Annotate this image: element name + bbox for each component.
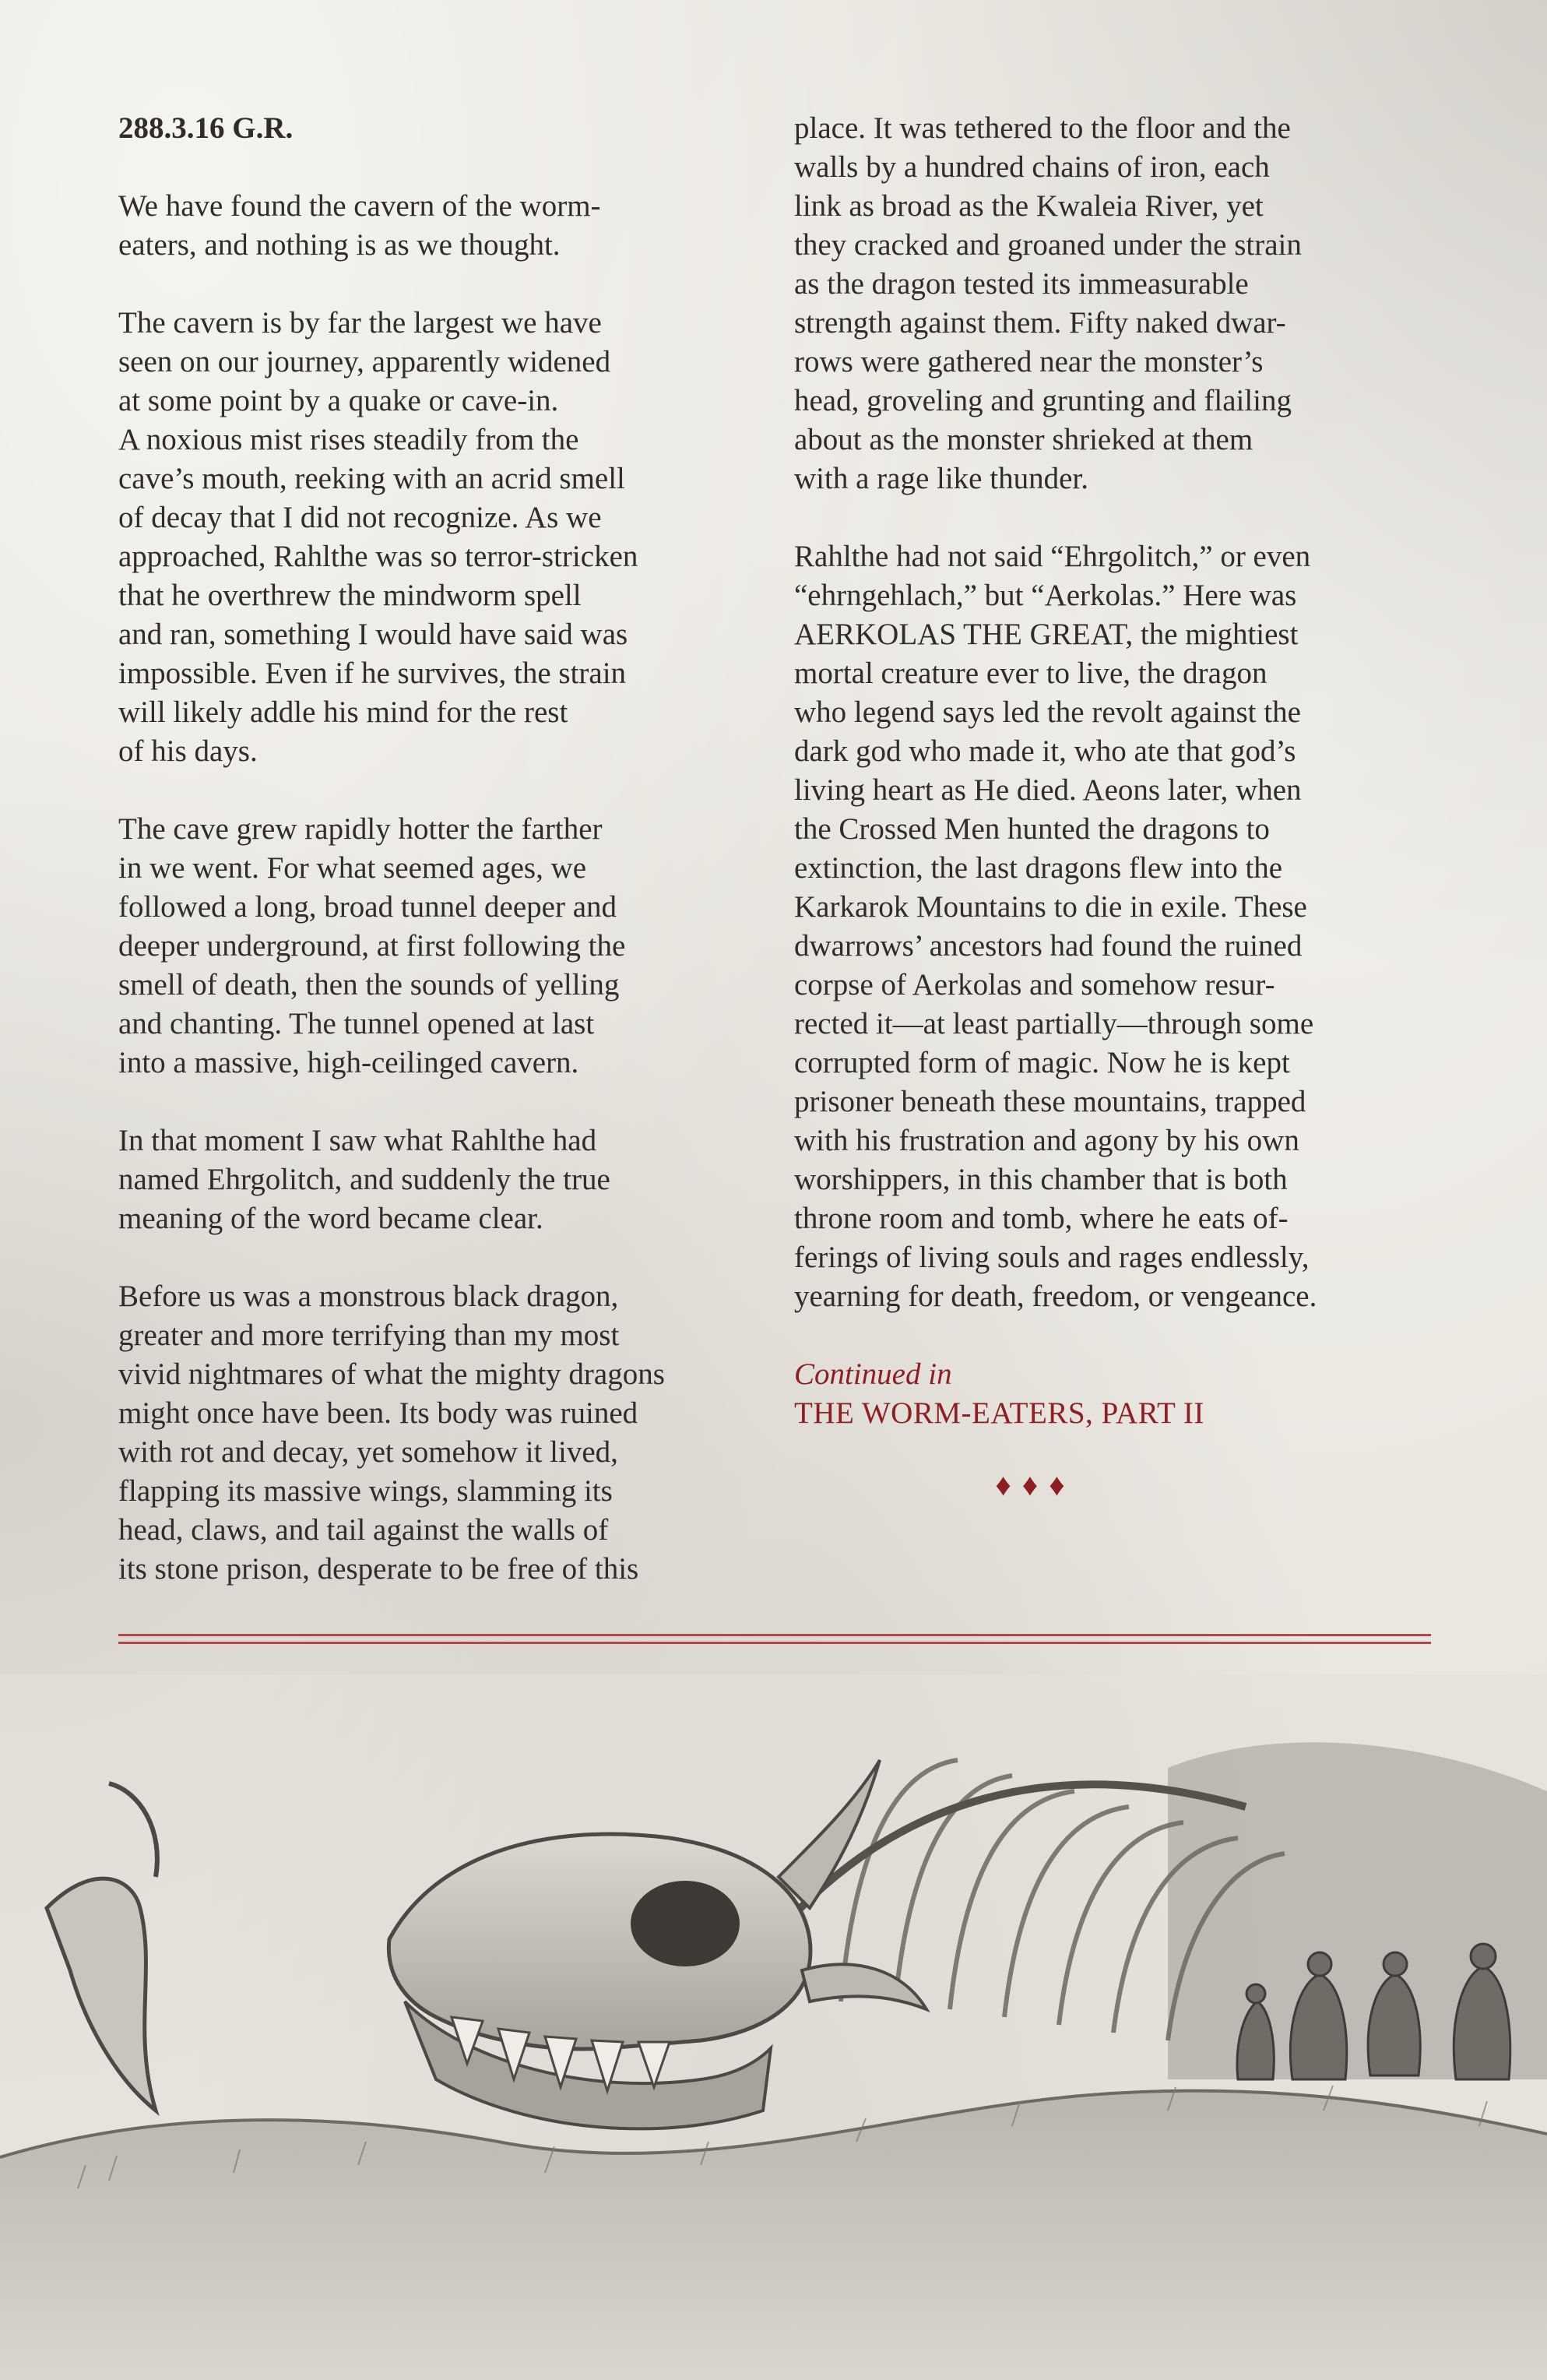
paragraph-dragon: Before us was a monstrous black dragon, greater and more terrifying than my most vivid nightmares of what the mighty dragons might once have been. Its body was ruined with rot and decay, yet somehow it lived, flapping its massive wings, slamming its head, claws, and tail against the walls of its stone prison, desperate to be free of this bbox=[118, 1280, 665, 1586]
diamond-ornament-icon: ♦♦♦ bbox=[995, 1467, 1076, 1502]
paragraph-aerkolas: Rahlthe had not said “Ehrgolitch,” or even “ehrngehlach,” but “Aerkolas.” Here was AERKOLAS THE GREAT, the mightiest mortal creature ever to live, the dragon who legend says led the revolt against the dark god who made it, who ate that god’s living heart as He died. Aeons later, when the Crossed Men hunted the dragons to extinction, the last dragons flew into the Karkarok Mountains to die in exile. These dwarrows’ ancestors had found the ruined corpse of Aerkolas and somehow resur- rected it—at least partially—through some corrupted form of magic. Now he is kept prisoner beneath these mountains, trapped with his frustration and agony by his own worshippers, in this chamber that is both throne room and tomb, where he eats of- ferings of living souls and rages endlessly, yearning for death, freedom, or vengeance. bbox=[794, 540, 1317, 1313]
continued-title: THE WORM-EATERS, PART II bbox=[794, 1396, 1204, 1430]
divider-rule-top bbox=[118, 1634, 1431, 1636]
right-text-column bbox=[794, 109, 1448, 1505]
paragraph-ehrgolitch: In that moment I saw what Rahlthe had named Ehrgolitch, and suddenly the true meaning of the word became clear. bbox=[118, 1124, 610, 1235]
journal-date: 288.3.16 G.R. bbox=[118, 111, 294, 145]
paragraph-chains: place. It was tethered to the floor and the walls by a hundred chains of iron, each link as broad as the Kwaleia River, yet they cracked and groaned under the strain as the dragon tested its immeasurable strength against them. Fifty naked dwar- rows were gathered near the monster’s head, groveling and grunting and flailing about as the monster shrieked at them with a rage like thunder. bbox=[794, 111, 1302, 495]
paragraph-tunnel: The cave grew rapidly hotter the farther in we went. For what seemed ages, we followed a long, broad tunnel deeper and deeper underground, at first following the smell of death, then the sounds of yelling and chanting. The tunnel opened at last into a massive, high-ceilinged cavern. bbox=[118, 812, 626, 1079]
paragraph-intro: We have found the cavern of the worm- eaters, and nothing is as we thought. bbox=[118, 189, 601, 262]
divider-rule-bottom bbox=[118, 1642, 1431, 1644]
continued-label: Continued in bbox=[794, 1357, 952, 1391]
paragraph-cavern: The cavern is by far the largest we have seen on our journey, apparently widened at some point by a quake or cave-in. A noxious mist rises steadily from the cave’s mouth, reeking with an acrid smell of decay that I did not recognize. As we approached, Rahlthe was so terror-stricken that he overthrew the mindworm spell and ran, something I would have said was impossible. Even if he survives, the strain will likely addle his mind for the rest of his days. bbox=[118, 306, 638, 768]
left-text-column bbox=[118, 109, 772, 1628]
dragon-skeleton-illustration bbox=[0, 1674, 1547, 2380]
